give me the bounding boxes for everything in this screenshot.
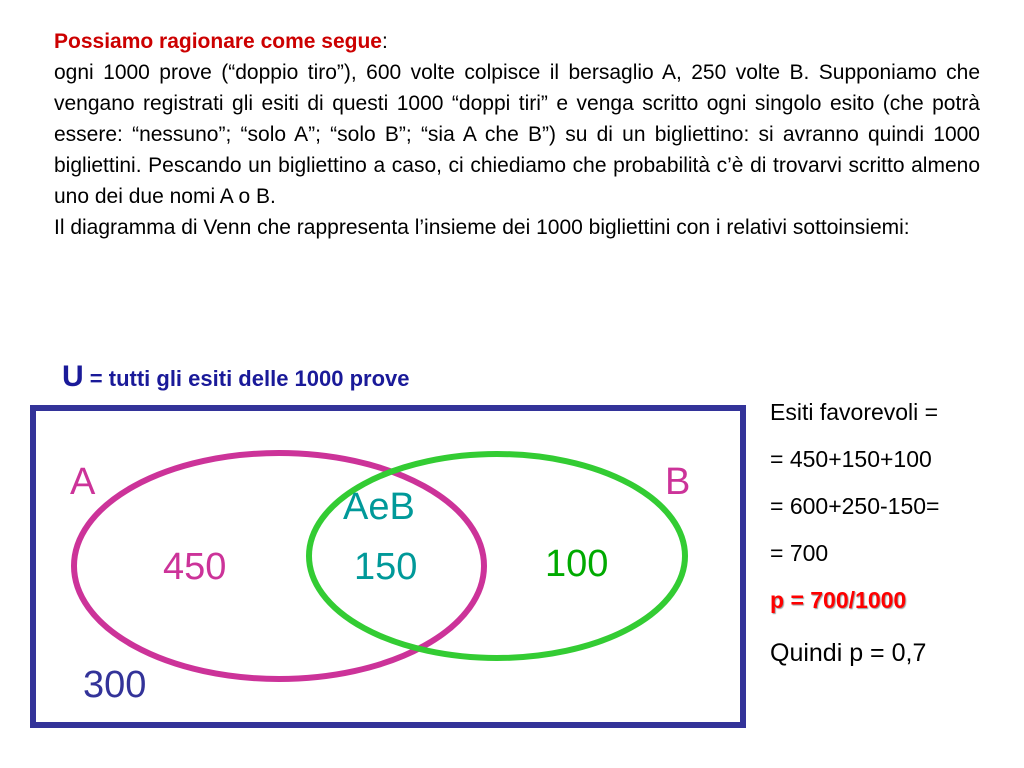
calc-line-3: = 600+250-150= — [770, 493, 940, 519]
calc-line-1: Esiti favorevoli = — [770, 399, 939, 425]
outside-value: 300 — [83, 664, 147, 706]
set-a-label: A — [70, 461, 96, 503]
intersection-label: AeB — [343, 486, 415, 528]
set-b-label: B — [665, 461, 691, 503]
intro-paragraph-2: Il diagramma di Venn che rappresenta l’insieme dei 1000 bigliettini con i relativi sottoinsiemi: — [54, 216, 910, 239]
intro-paragraph-1: ogni 1000 prove (“doppio tiro”), 600 volte colpisce il bersaglio A, 250 volte B. Supponiamo che vengano registrati gli esiti di questi 1000 “doppi tiri” e venga scritto ogni singolo esito (che potrà essere: “nessuno”; “solo A”; “solo B”; “sia A che B”) su di un bigliettino: si avranno quindi 1000 bigliettini. Pescando un bigliettino a caso, ci chiediamo che probabilità c’è di trovarvi scritto almeno uno dei due nomi A o B. — [54, 61, 980, 208]
intro-heading: Possiamo ragionare come segue — [54, 30, 382, 53]
both-value: 150 — [354, 546, 418, 588]
set-a-ellipse — [74, 453, 484, 679]
probability-result: p = 700/1000 — [770, 587, 907, 613]
intro-heading-suffix: : — [381, 30, 388, 53]
only-a-value: 450 — [163, 546, 227, 588]
calculation-panel — [770, 392, 1010, 680]
calc-line-4: = 700 — [770, 540, 829, 566]
universe-letter: U — [62, 360, 84, 393]
universe-label: = tutti gli esiti delle 1000 prove — [83, 366, 410, 391]
only-b-value: 100 — [545, 543, 609, 585]
calc-line-2: = 450+150+100 — [770, 446, 932, 472]
conclusion: Quindi p = 0,7 — [770, 639, 927, 667]
